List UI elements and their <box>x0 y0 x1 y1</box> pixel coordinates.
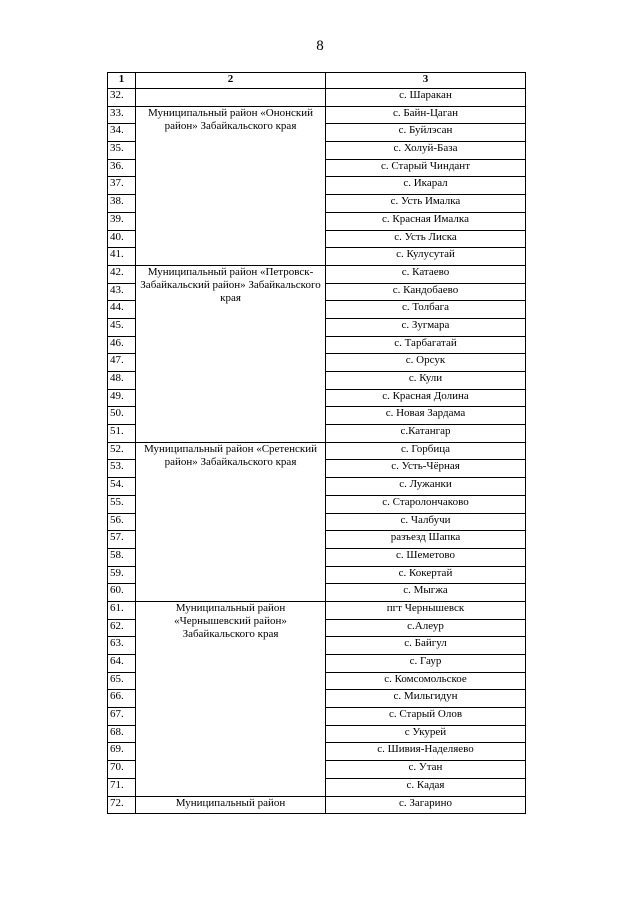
row-number: 41. <box>108 248 136 266</box>
header-row <box>108 73 526 89</box>
row-number: 72. <box>108 796 136 814</box>
row-number: 61. <box>108 601 136 619</box>
settlement-name: с.Катангар <box>326 425 526 443</box>
row-number: 48. <box>108 372 136 390</box>
row-number: 69. <box>108 743 136 761</box>
settlement-name: с. Чалбучи <box>326 513 526 531</box>
settlement-name: с. Усть Ималка <box>326 195 526 213</box>
district-name: Муниципальный район «Петровск-Забайкальский район» Забайкальского края <box>136 265 326 442</box>
row-number: 53. <box>108 460 136 478</box>
settlement-name: пгт Чернышевск <box>326 601 526 619</box>
table-row <box>108 796 526 814</box>
row-number: 33. <box>108 106 136 124</box>
table-row <box>108 265 526 283</box>
settlement-name: с. Икарал <box>326 177 526 195</box>
settlement-name: с. Мильгидун <box>326 690 526 708</box>
settlement-name: с. Кулусутай <box>326 248 526 266</box>
row-number: 44. <box>108 301 136 319</box>
row-number: 67. <box>108 708 136 726</box>
settlement-name: с. Красная Ималка <box>326 212 526 230</box>
settlement-name: с. Кокертай <box>326 566 526 584</box>
row-number: 57. <box>108 531 136 549</box>
row-number: 70. <box>108 761 136 779</box>
settlement-name: с. Тарбагатай <box>326 336 526 354</box>
row-number: 63. <box>108 637 136 655</box>
table-body <box>108 89 526 814</box>
row-number: 47. <box>108 354 136 372</box>
settlement-name: с. Загарино <box>326 796 526 814</box>
settlement-name: с. Холуй-База <box>326 142 526 160</box>
settlement-name: с. Усть-Чёрная <box>326 460 526 478</box>
settlement-name: с. Буйлэсан <box>326 124 526 142</box>
settlement-name: с. Горбица <box>326 442 526 460</box>
settlement-name: с. Лужанки <box>326 478 526 496</box>
row-number: 71. <box>108 778 136 796</box>
settlement-name: с. Мыгжа <box>326 584 526 602</box>
settlement-name: с.Алеур <box>326 619 526 637</box>
row-number: 46. <box>108 336 136 354</box>
row-number: 65. <box>108 672 136 690</box>
table-row <box>108 106 526 124</box>
row-number: 45. <box>108 318 136 336</box>
settlement-name: разъезд Шапка <box>326 531 526 549</box>
row-number: 38. <box>108 195 136 213</box>
settlement-name: с. Старый Чиндант <box>326 159 526 177</box>
settlement-name: с. Усть Лиска <box>326 230 526 248</box>
settlement-name: с. Зугмара <box>326 318 526 336</box>
row-number: 50. <box>108 407 136 425</box>
row-number: 43. <box>108 283 136 301</box>
header-col-3: 3 <box>326 73 526 89</box>
settlements-table <box>107 72 526 814</box>
row-number: 68. <box>108 725 136 743</box>
row-number: 55. <box>108 495 136 513</box>
row-number: 58. <box>108 548 136 566</box>
table-row <box>108 442 526 460</box>
settlement-name: с Укурей <box>326 725 526 743</box>
settlement-name: с. Кадая <box>326 778 526 796</box>
district-name: Муниципальный район <box>136 796 326 814</box>
row-number: 64. <box>108 655 136 673</box>
settlement-name: с. Байгул <box>326 637 526 655</box>
district-name: Муниципальный район «Ононский район» Забайкальского края <box>136 106 326 265</box>
settlement-name: с. Катаево <box>326 265 526 283</box>
row-number: 49. <box>108 389 136 407</box>
settlement-name: с. Кули <box>326 372 526 390</box>
settlement-name: с. Комсомольское <box>326 672 526 690</box>
row-number: 39. <box>108 212 136 230</box>
district-name <box>136 89 326 107</box>
row-number: 60. <box>108 584 136 602</box>
row-number: 32. <box>108 89 136 107</box>
settlement-name: с. Красная Долина <box>326 389 526 407</box>
district-name: Муниципальный район «Сретенский район» Забайкальского края <box>136 442 326 601</box>
settlement-name: с. Байн-Цаган <box>326 106 526 124</box>
header-col-2: 2 <box>136 73 326 89</box>
row-number: 54. <box>108 478 136 496</box>
row-number: 52. <box>108 442 136 460</box>
settlement-name: с. Шеметово <box>326 548 526 566</box>
table-row <box>108 89 526 107</box>
header-col-1: 1 <box>108 73 136 89</box>
row-number: 66. <box>108 690 136 708</box>
row-number: 59. <box>108 566 136 584</box>
row-number: 36. <box>108 159 136 177</box>
settlement-name: с. Новая Зардама <box>326 407 526 425</box>
settlement-name: с. Старолончаково <box>326 495 526 513</box>
table-row <box>108 601 526 619</box>
row-number: 40. <box>108 230 136 248</box>
settlement-name: с. Старый Олов <box>326 708 526 726</box>
row-number: 37. <box>108 177 136 195</box>
page-number: 8 <box>316 38 324 54</box>
row-number: 42. <box>108 265 136 283</box>
settlement-name: с. Шаракан <box>326 89 526 107</box>
row-number: 34. <box>108 124 136 142</box>
settlement-name: с. Утан <box>326 761 526 779</box>
settlement-name: с. Толбага <box>326 301 526 319</box>
row-number: 56. <box>108 513 136 531</box>
settlement-name: с. Гаур <box>326 655 526 673</box>
district-name: Муниципальный район «Чернышевский район» Забайкальского края <box>136 601 326 796</box>
settlement-name: с. Шивия-Наделяево <box>326 743 526 761</box>
row-number: 51. <box>108 425 136 443</box>
settlement-name: с. Кандобаево <box>326 283 526 301</box>
row-number: 35. <box>108 142 136 160</box>
settlement-name: с. Орсук <box>326 354 526 372</box>
row-number: 62. <box>108 619 136 637</box>
